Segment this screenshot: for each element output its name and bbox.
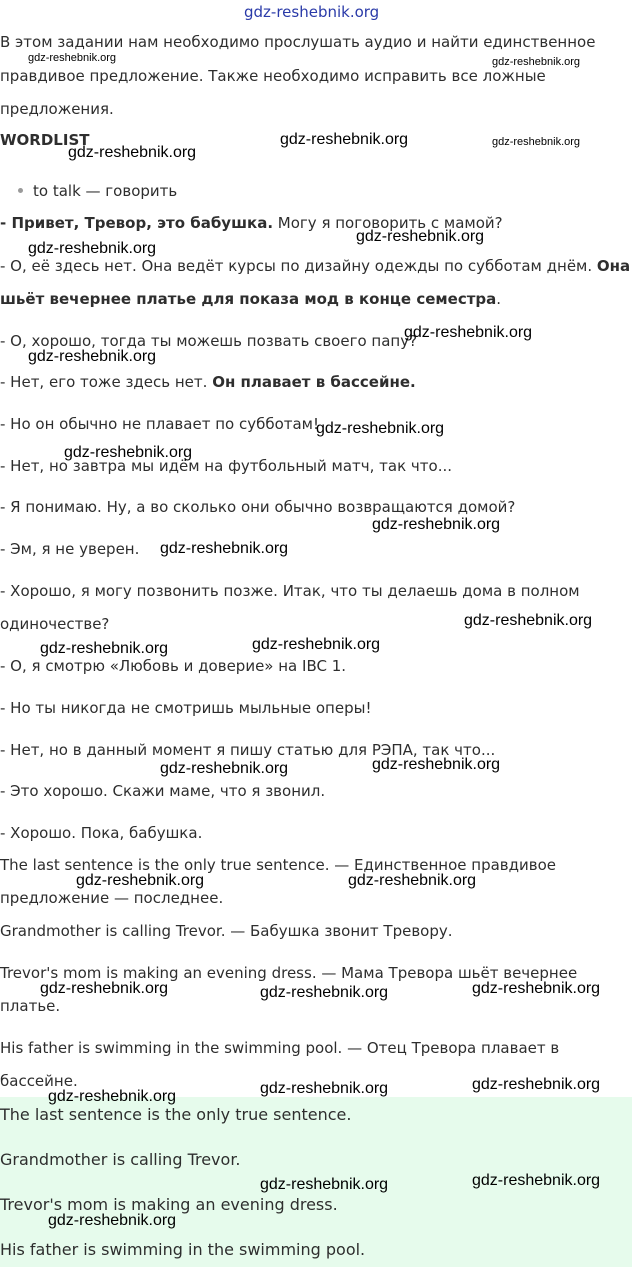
- watermark-text: gdz-reshebnik.org: [252, 636, 381, 653]
- explanation-4a: His father is swimming in the swimming pool. — Отец Тревора плавает в: [0, 1039, 560, 1057]
- watermark-text: gdz-reshebnik.org: [348, 872, 477, 889]
- watermark-text: gdz-reshebnik.org: [28, 240, 157, 257]
- watermark-text: gdz-reshebnik.org: [316, 420, 445, 437]
- dialogue-line-2-bold: Она: [596, 257, 631, 275]
- dialogue-line-9: - Эм, я не уверен.: [0, 540, 140, 558]
- intro-line-3: предложения.: [0, 100, 114, 118]
- dialogue-line-8: - Я понимаю. Ну, а во сколько они обычно возвращаются домой?: [0, 498, 516, 516]
- watermark-text: gdz-reshebnik.org: [404, 324, 533, 341]
- explanation-3a: Trevor's mom is making an evening dress. — Мама Тревора шьёт вечернее: [0, 964, 578, 982]
- dialogue-line-14: - Нет, но в данный момент я пишу статью для РЭПА, так что...: [0, 741, 496, 759]
- answer-1: The last sentence is the only true sentence.: [0, 1105, 352, 1124]
- dialogue-line-7: - Нет, но завтра мы идём на футбольный матч, так что...: [0, 457, 453, 475]
- dialogue-line-2: [0, 257, 630, 275]
- watermark-text: gdz-reshebnik.org: [260, 1080, 389, 1097]
- explanation-4b: бассейне.: [0, 1072, 78, 1090]
- wordlist-item: [18, 182, 177, 200]
- dialogue-line-13: - Но ты никогда не смотришь мыльные оперы!: [0, 699, 372, 717]
- dialogue-line-5: [0, 373, 416, 391]
- intro-line-2: правдивое предложение. Также необходимо исправить все ложные: [0, 67, 546, 85]
- dialogue-line-10: - Хорошо, я могу позвонить позже. Итак, что ты делаешь дома в полном: [0, 582, 580, 600]
- wordlist-title: WORDLIST: [0, 131, 90, 149]
- watermark-text: gdz-reshebnik.org: [260, 1176, 389, 1193]
- wordlist-item-text: to talk — говорить: [33, 182, 178, 200]
- explanation-2: Grandmother is calling Trevor. — Бабушка звонит Тревору.: [0, 922, 453, 940]
- answer-3: Trevor's mom is making an evening dress.: [0, 1195, 338, 1214]
- watermark-text: gdz-reshebnik.org: [40, 980, 169, 997]
- explanation-3b: платье.: [0, 997, 61, 1015]
- dialogue-line-16: - Хорошо. Пока, бабушка.: [0, 824, 203, 842]
- site-title[interactable]: gdz-reshebnik.org: [244, 3, 380, 21]
- dialogue-line-5-normal: - Нет, его тоже здесь нет.: [0, 373, 213, 391]
- watermark-text: gdz-reshebnik.org: [280, 131, 409, 148]
- explanation-1a: The last sentence is the only true sentence. — Единственное правдивое: [0, 856, 557, 874]
- watermark-text: gdz-reshebnik.org: [472, 1076, 601, 1093]
- watermark-text: gdz-reshebnik.org: [492, 56, 581, 68]
- dialogue-line-4: - О, хорошо, тогда ты можешь позвать своего папу?: [0, 332, 418, 350]
- watermark-text: gdz-reshebnik.org: [28, 348, 157, 365]
- bullet-dot-icon: [18, 188, 23, 193]
- dialogue-line-3-bold: шьёт вечернее платье для показа мод в конце семестра: [0, 290, 497, 308]
- answer-4: His father is swimming in the swimming pool.: [0, 1240, 366, 1259]
- dialogue-line-12: - О, я смотрю «Любовь и доверие» на IBC 1.: [0, 657, 347, 675]
- watermark-text: gdz-reshebnik.org: [76, 872, 205, 889]
- dialogue-line-2-normal: - О, её здесь нет. Она ведёт курсы по дизайну одежды по субботам днём.: [0, 257, 597, 275]
- dialogue-line-6: - Но он обычно не плавает по субботам!: [0, 415, 320, 433]
- watermark-text: gdz-reshebnik.org: [48, 1212, 177, 1229]
- intro-line-1: В этом задании нам необходимо прослушать аудио и найти единственное: [0, 33, 596, 51]
- dialogue-line-1-rest: Могу я поговорить с мамой?: [273, 214, 503, 232]
- explanation-1b: предложение — последнее.: [0, 889, 224, 907]
- answer-2: Grandmother is calling Trevor.: [0, 1150, 241, 1169]
- watermark-text: gdz-reshebnik.org: [492, 136, 581, 148]
- dialogue-line-5-bold: Он плавает в бассейне.: [212, 373, 416, 391]
- watermark-text: gdz-reshebnik.org: [472, 1172, 601, 1189]
- watermark-text: gdz-reshebnik.org: [40, 640, 169, 657]
- watermark-text: gdz-reshebnik.org: [68, 144, 197, 161]
- watermark-text: gdz-reshebnik.org: [260, 984, 389, 1001]
- dialogue-line-1-bold: - Привет, Тревор, это бабушка.: [0, 214, 274, 232]
- dialogue-line-3-rest: .: [496, 290, 502, 308]
- watermark-text: gdz-reshebnik.org: [160, 760, 289, 777]
- dialogue-line-3: [0, 290, 501, 308]
- dialogue-line-15: - Это хорошо. Скажи маме, что я звонил.: [0, 782, 326, 800]
- watermark-text: gdz-reshebnik.org: [356, 228, 485, 245]
- dialogue-line-11: одиночестве?: [0, 615, 110, 633]
- watermark-text: gdz-reshebnik.org: [28, 52, 117, 64]
- watermark-text: gdz-reshebnik.org: [372, 756, 501, 773]
- watermark-text: gdz-reshebnik.org: [160, 540, 289, 557]
- watermark-text: gdz-reshebnik.org: [64, 444, 193, 461]
- watermark-text: gdz-reshebnik.org: [48, 1088, 177, 1105]
- watermark-text: gdz-reshebnik.org: [372, 516, 501, 533]
- watermark-text: gdz-reshebnik.org: [472, 980, 601, 997]
- watermark-text: gdz-reshebnik.org: [464, 612, 593, 629]
